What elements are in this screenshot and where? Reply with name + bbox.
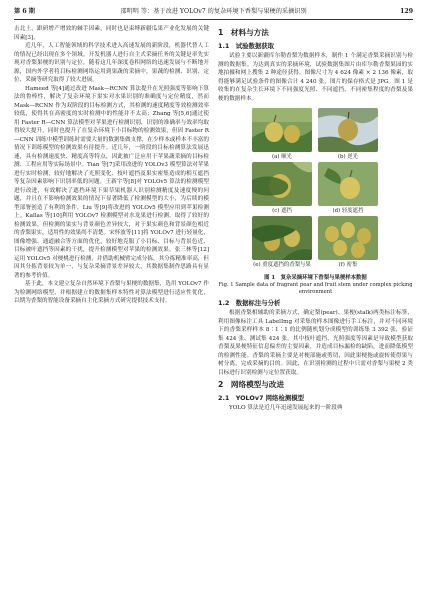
sample-photo-front-light <box>252 108 312 152</box>
sample-photo-occluded <box>252 162 312 206</box>
section-heading-1: 1 材料与方法 <box>218 28 269 37</box>
right-column <box>218 25 413 413</box>
sample-photo-back-light <box>318 108 378 152</box>
paragraph-contribution: 基于此，本文建立复杂自然环境下香梨与果梗的数据集，选用 YOLOv7 作为检测网络模型，并根据建立的数据集样本特性对算法模型进行适应性优化，以期为香梨的智能设备采摘自主化采摘方式研究提供技术支持。 <box>14 281 209 304</box>
subsection-heading-2-1: 2.1 YOLOv7 网络检测模型 <box>218 394 305 402</box>
paragraph-background: 近几年，人工智能领域的科学技术进入高速发展的新阶段，机器代替人工的情况已经出现在多个领域。开发机器人进行自主式采摘任务的关键是率先实现对香梨果梗的识别与定位。随着这几年深度卷积网络的迅速发展与不断地开源，国内外学者将目标检测网络运用到果蔬的采摘中，果蔬的检测、识别、定位、采摘等研究取得了较大进展。 <box>14 43 209 83</box>
figure-1-caption-zh: 图 1 复杂采摘环境下香梨与果梗样本数据 <box>264 275 367 281</box>
figure-1-caption-en: Fig. 1 Sample data of fragrant pear and fruit stem under complex picking environment <box>218 282 413 295</box>
paragraph-annotation: 根据香梨相辅助的采摘方式，确定梨(pear)、果梗(stalk)两类标注标签，利用图像标注工具 LabelImg 对采集的样本图像进行手工标注，并对不同环境下的香梨采样样本 8∶1∶1 的比例随机划分成模型的训练集 3 392 张，验证集 424 张、测试集 424 张。其中枝叶遮挡、光照强度等因素是导致模型获取香梨及果梗特征信息偏差的主要因素，并造成目标漏检的缺陷，进而降低模型的检测性能。香梨的采摘主要是对梗部施或剪切，因此果梗拖或旋转使得果与树分离，完成采摘的目的。因此，在识别检测的过程中只需对香梨与果梗 2 类目标进行识别检测与定位置获取。 <box>218 310 413 376</box>
figure-1 <box>218 106 413 272</box>
left-column <box>14 25 209 306</box>
issue-number: 第 6 期 <box>14 8 35 15</box>
paragraph-data-acquisition: 试验主要以新疆库尔勒香梨为数据样本，制作 1 个满足香梨采摘识别与检测的数据集。为达到真实的采摘环境，试验数据集图片由库尔勒香梨果园的实地拍摄和网上搜集 2 种途径获得。图像尺寸为 4 624 像素 × 2 136 像素，取得能够满足试验条件的图像合计 4 240 张，图片的保存格式是 JPG。图 1 是收集的在复杂生长环境下不同强度光照、不同遮挡、不同密集程度的香梨及果梗的数据样本。 <box>218 53 413 102</box>
caption-f: (f) 密集 <box>338 262 358 268</box>
subsection-heading-1-2: 1.2 数据标注与分析 <box>218 299 281 307</box>
section-heading-2: 2 网络模型与改进 <box>218 380 285 389</box>
running-header <box>14 6 413 18</box>
paragraph-yolo-intro: YOLO 算法是近几年迅速发展起来的一阶段典 <box>229 405 343 411</box>
sample-photo-heavy-occlusion <box>252 216 312 260</box>
header-rule <box>14 19 413 20</box>
caption-e: (e) 重度遮挡的香梨与果 <box>253 262 311 268</box>
caption-c: (c) 遮挡 <box>272 208 292 214</box>
subsection-heading-1-1: 1.1 试验数据获取 <box>218 42 275 50</box>
paragraph-continued: 击北上，跟研增产增效的棘手因素，同时也是束缚新疆瓜果产业化发展的关键因素[3]。 <box>14 26 209 41</box>
caption-d: (d) 轻度遮挡 <box>332 208 364 214</box>
page-number: 129 <box>400 8 413 15</box>
sample-photo-dense <box>318 216 378 260</box>
caption-a: (a) 顺光 <box>272 154 292 160</box>
paragraph-related-work: Hameed 等[4]通过改进 Mask—RCNN 算法提升在光照强度等影响下算法的鲁棒性，解决了复杂环境下果实对水果识别的准确度与定位精度，然而 Mask—RCNN 作为双阶段的目标检测方式，其检测的速度精度等效检测效率较低，使得其在高密度的实时检测中的性能并不太高；Zhang 等[5,6]通过使用 Faster R—CNN 算法模型对苹果进行检测识别，识别的准确率与效率均取得较大提升，同时也提升了在复杂环境下小目标物的检测效果，但因 Faster R—CNN 训练中模型训练时需要大量的数据集做支撑，在少样本或样本不丰富的情况下训练模型的检测效果有待提升。近几年，一阶段的目标检测算法发展迅速，具有检测速度快、精度高等特点，因此被广泛应用于苹果蔬采摘的目标检测、工程应用等实际场景中。Tian 等[7]采用改进的 YOLOv3 模型算法对苹果进行实时检测，较好地解决了光照变化、枝叶遮挡及果实密集造成的相互遮挡等复杂因素影响下识别率低的问题。王新宇等[8]对 YOLOv5 算法的检测模型进行改进，有效解决了遮挡环境下果草果机器人识别检测精度及速度慢的问题，并且在不影响检测效果的情况下显著降低了检测模型的大小，为后续的模型部署创造了有利的条件。Liu 等[9]将改进的 YOLOv5 模型应用到苹果检测上。Kallas 等[10]利用 YOLOv7 检测模型对水龙果进行检测，取得了较好的检测效果，但检测的果实与背景颜色差异较大，对于果实颜色和背景颜色相近的香梨果实，适用性的效果尚不清楚。宋怀波等[11]将 YOLOv7 进行轻量化、图像增强、通道融合等方面的优化，较好地克服了小目标、目标与背景色近、目标被叶遮挡等因素的干扰，提升检测模型对苹果的检测效果。张三林等[12]运用 YOLOv5 对梗桃进行检测，并借助机械臂完成分拣，其分拣精准率高，但因其分拣背景较为单一，与复杂采摘背景差异较大，其数据集制作思路具有显著的参考价值。 <box>14 85 209 279</box>
running-title: 邵明明 等：基于改进 YOLOv7 的复杂环境下香梨与果梗的采摘识别 <box>120 8 307 15</box>
caption-b: (b) 逆光 <box>337 154 359 160</box>
sample-photo-light-occlusion <box>318 162 378 206</box>
